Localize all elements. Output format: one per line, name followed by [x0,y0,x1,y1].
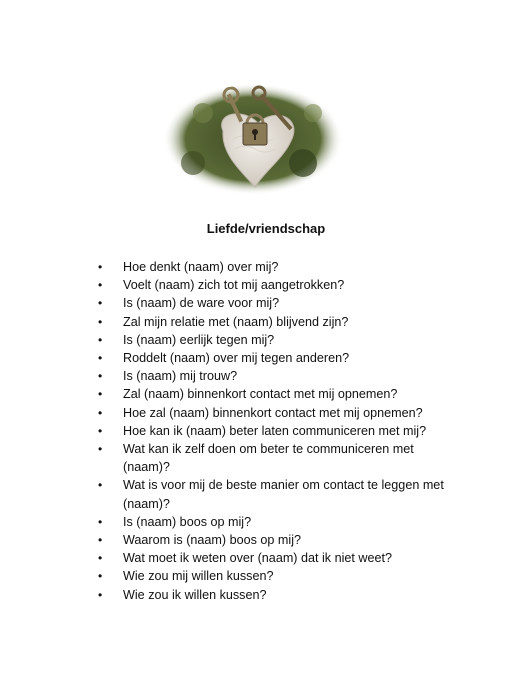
list-item [98,513,448,531]
bullet-icon: • [98,278,103,293]
list-item [98,276,448,294]
bullet-icon: • [98,405,103,420]
bullet-icon: • [98,587,103,602]
question-text: Is (naam) mij trouw? [123,369,238,384]
question-text: Wie zou mij willen kussen? [123,569,274,584]
question-text: Roddelt (naam) over mij tegen anderen? [123,351,350,366]
bullet-icon: • [98,296,103,311]
question-text: Wie zou ik willen kussen? [123,587,267,602]
list-item [98,549,448,567]
list-item [98,586,448,604]
list-item [98,349,448,367]
list-item [98,367,448,385]
question-text: Wat kan ik zelf doen om beter te communiceren met (naam)? [123,442,414,475]
bullet-icon: • [98,533,103,548]
bullet-icon: • [98,332,103,347]
bullet-icon: • [98,423,103,438]
bullet-icon: • [98,551,103,566]
list-item [98,385,448,403]
bullet-icon: • [98,314,103,329]
bullet-icon: • [98,442,103,457]
bullet-icon: • [98,260,103,274]
list-item [98,294,448,312]
heart-lock-photo [163,83,343,195]
question-text: Hoe zal (naam) binnenkort contact met mij opnemen? [123,405,423,420]
question-text: Is (naam) de ware voor mij? [123,296,280,311]
bullet-icon: • [98,369,103,384]
question-text: Is (naam) eerlijk tegen mij? [123,332,275,347]
question-text: Wat is voor mij de beste manier om contact te leggen met (naam)? [123,478,444,511]
question-text: Zal (naam) binnenkort contact met mij opnemen? [123,387,398,402]
list-item [98,531,448,549]
list-item [98,567,448,585]
section-title: Liefde/vriendschap [206,221,326,236]
bullet-icon: • [98,514,103,529]
bullet-icon: • [98,478,103,493]
list-item [98,313,448,331]
list-item [98,440,448,476]
list-item [98,422,448,440]
bullet-icon: • [98,387,103,402]
question-text: Waarom is (naam) boos op mij? [123,533,302,548]
list-item [98,476,448,512]
question-text: Hoe kan ik (naam) beter laten communiceren met mij? [123,423,427,438]
list-item [98,331,448,349]
bullet-icon: • [98,351,103,366]
question-text: Voelt (naam) zich tot mij aangetrokken? [123,278,345,293]
question-text: Hoe denkt (naam) over mij? [123,260,279,274]
bullet-icon: • [98,569,103,584]
question-text: Wat moet ik weten over (naam) dat ik niet weet? [123,551,393,566]
list-item [98,258,448,276]
list-item [98,404,448,422]
question-text: Is (naam) boos op mij? [123,514,252,529]
question-text: Zal mijn relatie met (naam) blijvend zijn? [123,314,349,329]
question-list [98,258,448,604]
